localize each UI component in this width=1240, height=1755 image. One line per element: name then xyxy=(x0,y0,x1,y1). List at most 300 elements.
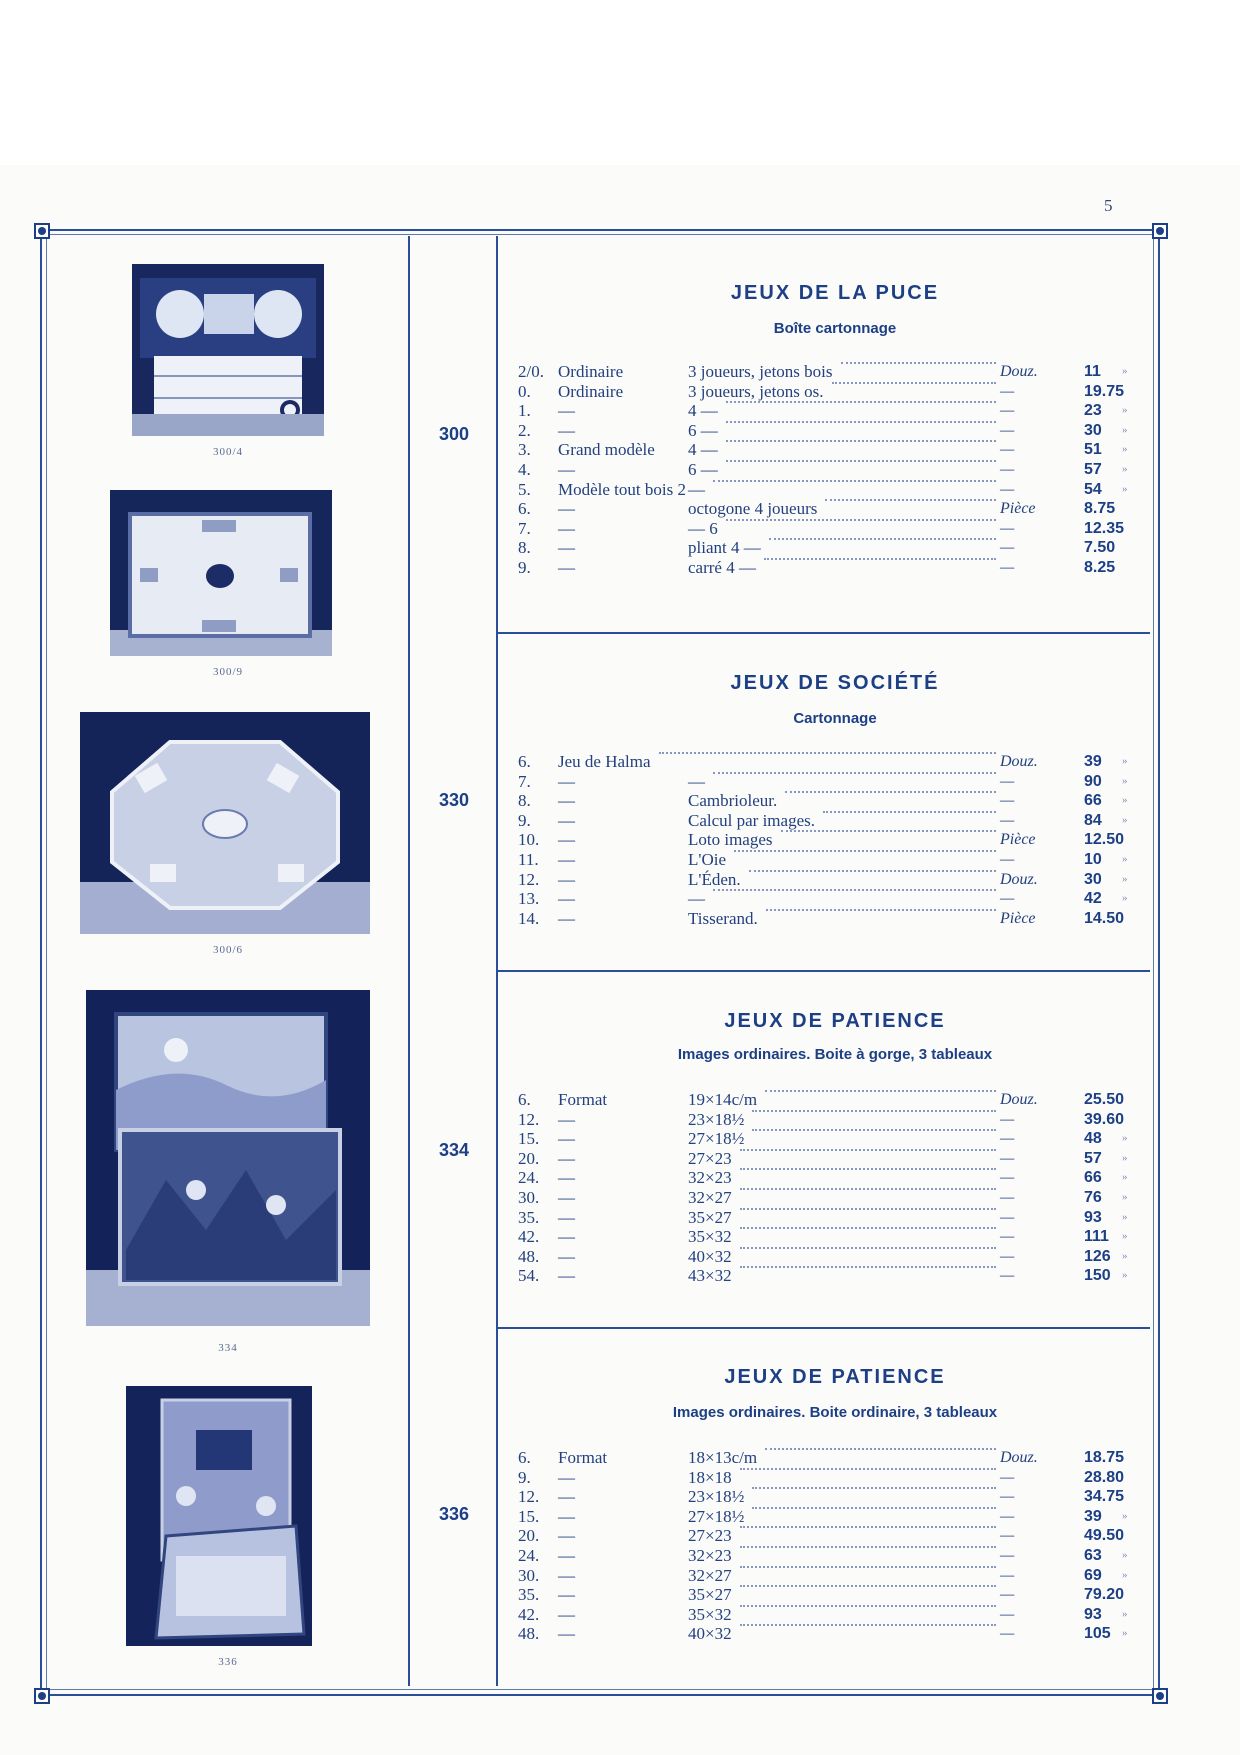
price-quote-mark: » xyxy=(1122,774,1128,787)
item-number: 15. xyxy=(518,1129,540,1149)
item-description: — xyxy=(558,1526,575,1546)
item-detail: 27×18½ xyxy=(688,1506,745,1526)
dot-leader xyxy=(740,1468,996,1470)
item-number: 6. xyxy=(518,1090,531,1109)
corner-ornament-icon xyxy=(34,1688,50,1704)
item-description: — xyxy=(558,1487,575,1507)
item-unit: — xyxy=(998,519,1062,539)
item-price: 105 xyxy=(1084,1625,1111,1643)
item-description: — xyxy=(558,771,575,791)
price-row xyxy=(518,480,1134,500)
item-description: — xyxy=(558,1129,575,1149)
item-unit: — xyxy=(998,538,1062,558)
price-row xyxy=(518,1585,1134,1605)
item-unit: Douz. xyxy=(998,1090,1062,1110)
dot-leader xyxy=(726,460,996,462)
price-row xyxy=(518,1208,1134,1228)
item-description: Jeu de Halma xyxy=(558,752,651,771)
item-number: 35. xyxy=(518,1585,540,1605)
item-unit: — xyxy=(998,382,1062,402)
dot-leader xyxy=(740,1526,996,1528)
item-description: Format xyxy=(558,1090,608,1109)
puce-box-illustration xyxy=(132,264,324,436)
price-quote-mark: » xyxy=(1122,1132,1128,1145)
item-description: — xyxy=(558,1227,575,1247)
reference-number: 330 xyxy=(438,790,470,810)
item-description: — xyxy=(558,810,575,830)
item-unit: — xyxy=(998,791,1062,811)
price-quote-mark: » xyxy=(1122,423,1128,436)
price-row xyxy=(518,1507,1134,1527)
item-price: 18.75 xyxy=(1084,1449,1125,1466)
item-price: 19.75 xyxy=(1084,382,1125,400)
item-description: — xyxy=(558,1467,575,1487)
item-price: 66 xyxy=(1084,1169,1102,1187)
corner-ornament-icon xyxy=(1152,1688,1168,1704)
frame-left-inner-border xyxy=(46,234,47,1691)
dot-leader xyxy=(740,1247,996,1249)
price-row xyxy=(518,558,1134,578)
item-description: Ordinaire xyxy=(558,381,624,401)
item-unit: — xyxy=(998,850,1062,870)
item-price: 39.60 xyxy=(1084,1110,1125,1128)
item-unit: — xyxy=(998,460,1062,480)
reference-number: 334 xyxy=(438,1140,470,1160)
item-detail: 32×23 xyxy=(688,1545,732,1565)
item-price: 93 xyxy=(1084,1605,1102,1623)
item-detail: Calcul par images. xyxy=(688,810,815,830)
dot-leader xyxy=(740,1168,996,1170)
price-quote-mark: » xyxy=(1122,1151,1128,1164)
dot-leader xyxy=(740,1208,996,1210)
item-detail: 18×13c/m xyxy=(688,1448,758,1467)
item-detail: 40×32 xyxy=(688,1246,732,1266)
item-number: 8. xyxy=(518,791,531,811)
item-number: 48. xyxy=(518,1624,540,1644)
price-row xyxy=(518,830,1134,850)
dot-leader xyxy=(713,772,996,774)
dot-leader xyxy=(832,382,996,384)
item-description: — xyxy=(558,1207,575,1227)
item-unit: — xyxy=(998,1149,1062,1169)
price-quote-mark: » xyxy=(1122,1210,1128,1223)
item-price: 57 xyxy=(1084,1149,1102,1167)
item-unit: — xyxy=(998,1487,1062,1507)
dot-leader xyxy=(752,1110,996,1112)
item-unit: Pièce xyxy=(998,909,1062,929)
price-quote-mark: » xyxy=(1122,462,1128,475)
item-detail: 32×23 xyxy=(688,1168,732,1188)
item-price: 66 xyxy=(1084,792,1102,810)
item-detail: 6 — xyxy=(688,420,718,440)
dot-leader xyxy=(825,499,996,501)
item-unit: — xyxy=(998,1266,1062,1286)
frame-top-border xyxy=(40,229,1160,231)
item-detail: — xyxy=(688,889,705,909)
item-number: 48. xyxy=(518,1246,540,1266)
price-row xyxy=(518,1090,1134,1110)
dot-leader xyxy=(765,1448,996,1450)
item-number: 0. xyxy=(518,381,531,401)
item-price: 8.25 xyxy=(1084,558,1116,576)
item-detail: 3 joueurs, jetons os. xyxy=(688,381,824,401)
price-row xyxy=(518,460,1134,480)
price-quote-mark: » xyxy=(1122,794,1128,807)
frame-bottom-inner-border xyxy=(48,1689,1152,1690)
item-unit: — xyxy=(998,1129,1062,1149)
photo-caption: 336 xyxy=(218,1656,238,1668)
item-price: 51 xyxy=(1084,441,1102,459)
item-description: — xyxy=(558,908,575,928)
item-detail: 18×18 xyxy=(688,1467,732,1487)
price-quote-mark: » xyxy=(1122,1548,1128,1561)
section-subtitle: Cartonnage xyxy=(793,710,877,727)
item-detail: 43×32 xyxy=(688,1266,732,1286)
item-detail: 40×32 xyxy=(688,1624,732,1644)
item-unit: — xyxy=(998,440,1062,460)
item-description: — xyxy=(558,889,575,909)
item-detail: — 6 xyxy=(688,518,718,538)
dot-leader xyxy=(765,1090,996,1092)
item-description: — xyxy=(558,1624,575,1644)
item-price: 48 xyxy=(1084,1130,1102,1148)
item-number: 9. xyxy=(518,557,531,577)
frame-bottom-border xyxy=(40,1694,1160,1696)
corner-ornament-icon xyxy=(1152,223,1168,239)
price-quote-mark: » xyxy=(1122,443,1128,456)
price-list xyxy=(518,362,1134,578)
price-row xyxy=(518,538,1134,558)
item-detail: 19×14c/m xyxy=(688,1090,758,1109)
item-description: — xyxy=(558,1187,575,1207)
item-number: 9. xyxy=(518,810,531,830)
item-number: 20. xyxy=(518,1148,540,1168)
dot-leader xyxy=(726,519,996,521)
item-unit: — xyxy=(998,1507,1062,1527)
item-unit: — xyxy=(998,811,1062,831)
item-detail: 23×18½ xyxy=(688,1109,745,1129)
dot-leader xyxy=(713,480,996,482)
item-description: Grand modèle xyxy=(558,440,655,460)
product-photo-334 xyxy=(86,990,370,1326)
item-number: 10. xyxy=(518,830,540,850)
item-number: 9. xyxy=(518,1467,531,1487)
price-row xyxy=(518,909,1134,929)
dot-leader xyxy=(785,791,996,793)
dot-leader xyxy=(740,1605,996,1607)
dot-leader xyxy=(841,362,996,364)
frame-left-border xyxy=(40,229,42,1696)
dot-leader xyxy=(740,1566,996,1568)
item-price: 8.75 xyxy=(1084,500,1116,518)
dot-leader xyxy=(659,752,996,754)
price-row xyxy=(518,362,1134,382)
item-number: 7. xyxy=(518,771,531,791)
section-divider xyxy=(498,632,1150,634)
dot-leader xyxy=(766,909,996,911)
item-unit: — xyxy=(998,1624,1062,1644)
item-unit: — xyxy=(998,1566,1062,1586)
item-unit: — xyxy=(998,1227,1062,1247)
item-price: 12.35 xyxy=(1084,519,1125,537)
price-row xyxy=(518,811,1134,831)
item-unit: — xyxy=(998,480,1062,500)
item-description: — xyxy=(558,791,575,811)
price-row xyxy=(518,1605,1134,1625)
item-number: 6. xyxy=(518,752,531,771)
dot-leader xyxy=(740,1149,996,1151)
item-detail: 27×23 xyxy=(688,1148,732,1168)
section-subtitle: Boîte cartonnage xyxy=(773,320,897,337)
price-row xyxy=(518,1129,1134,1149)
section-title: JEUX DE PATIENCE xyxy=(724,1366,946,1388)
item-number: 15. xyxy=(518,1506,540,1526)
item-detail: Loto images xyxy=(688,830,773,850)
price-row xyxy=(518,870,1134,890)
item-unit: — xyxy=(998,1247,1062,1267)
item-number: 30. xyxy=(518,1565,540,1585)
price-row xyxy=(518,401,1134,421)
price-row xyxy=(518,421,1134,441)
product-photo-300-4 xyxy=(132,264,324,436)
price-list xyxy=(518,1448,1134,1644)
item-number: 12. xyxy=(518,1487,540,1507)
item-description: — xyxy=(558,1246,575,1266)
item-description: — xyxy=(558,1168,575,1188)
price-quote-mark: » xyxy=(1122,1627,1128,1640)
reference-number: 300 xyxy=(438,424,470,444)
item-description: — xyxy=(558,849,575,869)
item-unit: Douz. xyxy=(998,870,1062,890)
dot-leader xyxy=(726,440,996,442)
item-detail: 3 joueurs, jetons bois xyxy=(688,362,833,381)
item-unit: — xyxy=(998,1605,1062,1625)
price-quote-mark: » xyxy=(1122,892,1128,905)
item-price: 30 xyxy=(1084,870,1102,888)
dot-leader xyxy=(740,1227,996,1229)
section-title: JEUX DE PATIENCE xyxy=(724,1010,946,1032)
item-unit: Douz. xyxy=(998,752,1062,772)
frame-right-border xyxy=(1158,229,1160,1696)
price-quote-mark: » xyxy=(1122,755,1128,767)
item-description: — xyxy=(558,401,575,421)
photo-caption: 300/9 xyxy=(212,666,244,678)
price-row xyxy=(518,1110,1134,1130)
price-quote-mark: » xyxy=(1122,1190,1128,1203)
photo-caption: 334 xyxy=(218,1342,238,1354)
price-row xyxy=(518,1487,1134,1507)
section-divider xyxy=(498,970,1150,972)
price-row xyxy=(518,1546,1134,1566)
price-row xyxy=(518,772,1134,792)
item-number: 54. xyxy=(518,1266,540,1286)
price-row xyxy=(518,1227,1134,1247)
item-detail: 35×27 xyxy=(688,1585,732,1605)
price-row xyxy=(518,1149,1134,1169)
item-detail: 35×32 xyxy=(688,1604,732,1624)
item-unit: — xyxy=(998,889,1062,909)
item-detail: 6 — xyxy=(688,459,718,479)
item-price: 42 xyxy=(1084,890,1102,908)
dot-leader xyxy=(726,401,996,403)
item-unit: — xyxy=(998,558,1062,578)
item-price: 84 xyxy=(1084,811,1102,829)
price-quote-mark: » xyxy=(1122,1269,1128,1282)
price-row xyxy=(518,1526,1134,1546)
item-price: 28.80 xyxy=(1084,1468,1125,1486)
dot-leader xyxy=(781,830,996,832)
dot-leader xyxy=(740,1624,996,1626)
section-divider xyxy=(498,1327,1150,1329)
item-number: 11. xyxy=(518,849,539,869)
dot-leader xyxy=(752,1487,996,1489)
price-quote-mark: » xyxy=(1122,872,1128,885)
item-description: Modèle tout bois 2 xyxy=(558,479,686,499)
item-description: — xyxy=(558,1266,575,1286)
item-description: — xyxy=(558,1109,575,1129)
item-unit: — xyxy=(998,772,1062,792)
photo-caption: 300/6 xyxy=(212,944,244,956)
item-description: — xyxy=(558,1565,575,1585)
item-price: 23 xyxy=(1084,402,1102,420)
item-price: 90 xyxy=(1084,772,1102,790)
price-row xyxy=(518,1624,1134,1644)
item-description: — xyxy=(558,499,575,519)
price-row xyxy=(518,1168,1134,1188)
reference-number: 336 xyxy=(438,1504,470,1524)
item-number: 24. xyxy=(518,1545,540,1565)
item-price: 111 xyxy=(1084,1228,1109,1246)
item-number: 30. xyxy=(518,1187,540,1207)
price-list xyxy=(518,752,1134,928)
item-number: 6. xyxy=(518,499,531,519)
product-photo-300-6 xyxy=(80,712,370,934)
item-detail: Cambrioleur. xyxy=(688,791,778,811)
price-row xyxy=(518,1247,1134,1267)
item-detail: 35×27 xyxy=(688,1207,732,1227)
item-price: 126 xyxy=(1084,1247,1111,1265)
item-detail: carré 4 — xyxy=(688,557,756,577)
item-number: 12. xyxy=(518,1109,540,1129)
item-price: 63 xyxy=(1084,1546,1102,1564)
item-price: 11 xyxy=(1084,363,1101,380)
octagon-board-illustration xyxy=(80,712,370,934)
item-detail: — xyxy=(688,771,705,791)
price-row xyxy=(518,889,1134,909)
item-number: 20. xyxy=(518,1526,540,1546)
dot-leader xyxy=(713,889,996,891)
item-detail: octogone 4 joueurs xyxy=(688,499,818,519)
item-detail: L'Oie xyxy=(688,849,726,869)
item-price: 57 xyxy=(1084,460,1102,478)
item-unit: Douz. xyxy=(998,1448,1062,1468)
item-price: 39 xyxy=(1084,1507,1102,1525)
product-photo-300-9 xyxy=(110,490,332,656)
item-price: 54 xyxy=(1084,480,1102,498)
item-unit: — xyxy=(998,1188,1062,1208)
price-quote-mark: » xyxy=(1122,1568,1128,1581)
price-quote-mark: » xyxy=(1122,1230,1128,1243)
item-detail: 27×23 xyxy=(688,1526,732,1546)
item-price: 34.75 xyxy=(1084,1488,1125,1506)
item-price: 39 xyxy=(1084,753,1102,770)
dot-leader xyxy=(740,1546,996,1548)
section-title: JEUX DE SOCIÉTÉ xyxy=(730,672,940,694)
dot-leader xyxy=(752,1507,996,1509)
item-number: 6. xyxy=(518,1448,531,1467)
dot-leader xyxy=(752,1129,996,1131)
item-unit: — xyxy=(998,401,1062,421)
item-detail: 27×18½ xyxy=(688,1129,745,1149)
item-detail: Tisserand. xyxy=(688,908,758,928)
item-unit: — xyxy=(998,1526,1062,1546)
price-row xyxy=(518,1468,1134,1488)
item-detail: 32×27 xyxy=(688,1187,732,1207)
item-number: 7. xyxy=(518,518,531,538)
price-quote-mark: » xyxy=(1122,813,1128,826)
section-title: JEUX DE LA PUCE xyxy=(730,282,940,304)
item-number: 35. xyxy=(518,1207,540,1227)
item-detail: 32×27 xyxy=(688,1565,732,1585)
item-price: 7.50 xyxy=(1084,539,1116,557)
item-unit: — xyxy=(998,1168,1062,1188)
item-number: 42. xyxy=(518,1227,540,1247)
price-quote-mark: » xyxy=(1122,482,1128,495)
item-number: 2. xyxy=(518,420,531,440)
price-quote-mark: » xyxy=(1122,1249,1128,1262)
item-description: — xyxy=(558,538,575,558)
price-row xyxy=(518,791,1134,811)
item-price: 10 xyxy=(1084,850,1102,868)
dot-leader xyxy=(734,850,996,852)
price-quote-mark: » xyxy=(1122,1171,1128,1184)
puzzle-box-336-illustration xyxy=(126,1386,312,1646)
item-unit: — xyxy=(998,421,1062,441)
dot-leader xyxy=(740,1266,996,1268)
item-price: 30 xyxy=(1084,421,1102,439)
dot-leader xyxy=(823,811,996,813)
item-description: Ordinaire xyxy=(558,362,624,381)
price-row xyxy=(518,1266,1134,1286)
item-detail: 4 — xyxy=(688,440,718,460)
item-detail: 35×32 xyxy=(688,1227,732,1247)
item-price: 150 xyxy=(1084,1267,1111,1285)
item-description: — xyxy=(558,420,575,440)
item-unit: — xyxy=(998,1208,1062,1228)
item-unit: — xyxy=(998,1585,1062,1605)
item-number: 42. xyxy=(518,1604,540,1624)
item-description: — xyxy=(558,1604,575,1624)
item-unit: Pièce xyxy=(998,499,1062,519)
dot-leader xyxy=(740,1585,996,1587)
item-description: Format xyxy=(558,1448,608,1467)
frame-top-inner-border xyxy=(48,234,1152,235)
price-row xyxy=(518,440,1134,460)
item-detail: pliant 4 — xyxy=(688,538,761,558)
item-description: — xyxy=(558,1506,575,1526)
frame-right-inner-border xyxy=(1153,234,1154,1691)
price-row xyxy=(518,1188,1134,1208)
item-number: 1. xyxy=(518,401,531,421)
dot-leader xyxy=(769,538,996,540)
price-row xyxy=(518,1448,1134,1468)
item-number: 13. xyxy=(518,889,540,909)
item-description: — xyxy=(558,869,575,889)
item-description: — xyxy=(558,459,575,479)
item-price: 12.50 xyxy=(1084,831,1125,849)
dot-leader xyxy=(764,558,996,560)
item-unit: Pièce xyxy=(998,830,1062,850)
